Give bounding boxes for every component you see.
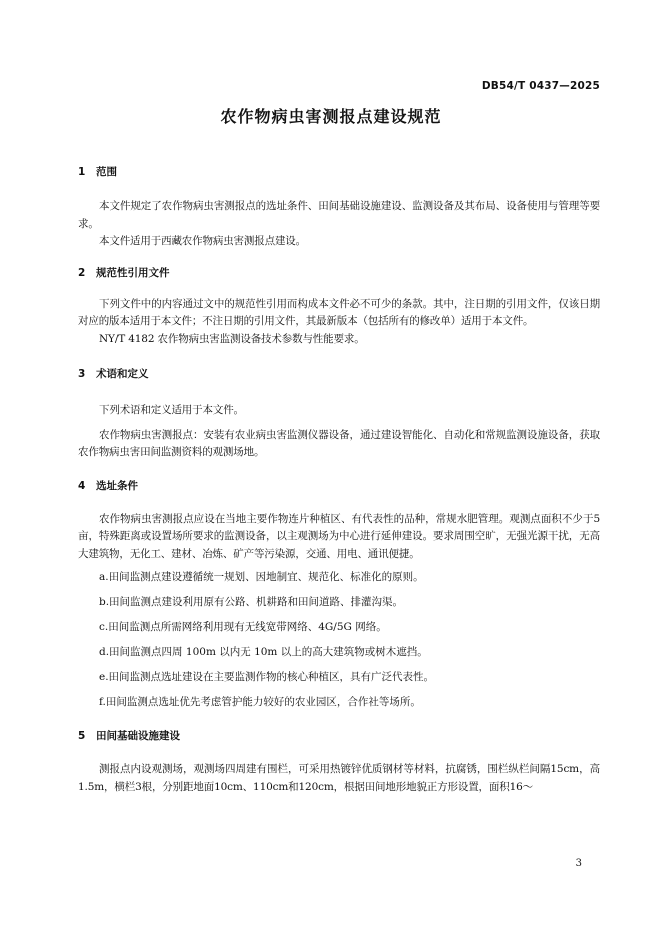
section-number: 3 [78,368,86,380]
section-heading-scope [78,164,600,180]
paragraph: 本文件规定了农作物病虫害测报点的选址条件、田间基础设施建设、监测设备及其布局、设备使用与管理等要求。 [78,200,600,230]
list-item: c.田间监测点所需网络利用现有无线宽带网络、4G/5G 网络。 [99,621,387,633]
list-item: a.田间监测点建设遵循统一规划、因地制宜、规范化、标准化的原则。 [99,571,424,583]
section-title: 术语和定义 [96,368,149,380]
list-item: d.田间监测点四周 100m 以内无 10m 以上的高大建筑物或树木遮挡。 [99,646,428,658]
paragraph: 下列术语和定义适用于本文件。 [99,404,244,416]
list-item: e.田间监测点选址建设在主要监测作物的核心种植区，具有广泛代表性。 [99,671,435,683]
section-number: 4 [78,479,86,492]
paragraph: 农作物病虫害测报点应设在当地主要作物连片种植区、有代表性的品种，常规水肥管理。观测点面积不少于5亩，特殊距离或设置场所要求的监测设备，以主观测场为中心进行延伸建设。要求周围空旷，无强光源干扰，无高大建筑物，无化工、建材、冶炼、矿产等污染源，交通、用电、通讯便捷。 [78,512,600,560]
section-title: 规范性引用文件 [96,266,170,279]
document-title: 农作物病虫害测报点建设规范 [220,107,442,126]
section-heading-normative-references [78,265,600,281]
section-title: 田间基础设施建设 [96,730,180,742]
document-body [78,164,600,796]
section-number: 2 [78,266,86,279]
paragraph: 下列文件中的内容通过文中的规范性引用而构成本文件必不可少的条款。其中，注日期的引用文件，仅该日期对应的版本适用于本文件；不注日期的引用文件，其最新版本（包括所有的修改单）适用于本文件。 [78,297,600,327]
section-title: 选址条件 [96,479,138,492]
reference-item: NY/T 4182 农作物病虫害监测设备技术参数与性能要求。 [99,332,365,345]
section-heading-terms-definitions [78,366,600,382]
page-number: 3 [575,858,582,869]
section-heading-field-infrastructure [78,728,600,744]
paragraph: 本文件适用于西藏农作物病虫害测报点建设。 [99,235,306,247]
document-code: DB54/T 0437—2025 [481,80,600,92]
list-item: f.田间监测点选址优先考虑管护能力较好的农业园区，合作社等场所。 [99,696,421,708]
definition-paragraph: 农作物病虫害测报点：安装有农业病虫害监测仪器设备，通过建设智能化、自动化和常规监测设施设备，获取农作物病虫害田间监测资料的观测场地。 [78,428,600,458]
section-title: 范围 [96,166,117,178]
section-number: 1 [78,166,86,178]
paragraph: 测报点内设观测场，观测场四周建有围栏，可采用热镀锌优质钢材等材料，抗腐锈，围栏纵栏间隔15cm，高1.5m，横栏3根，分别距地面10cm、110cm和120cm，根据田间地形地貌正方形设置，面积16～ [78,763,600,793]
section-heading-site-conditions [78,478,600,494]
list-item: b.田间监测点建设利用原有公路、机耕路和田间道路、排灌沟渠。 [99,596,404,608]
section-number: 5 [78,730,86,742]
